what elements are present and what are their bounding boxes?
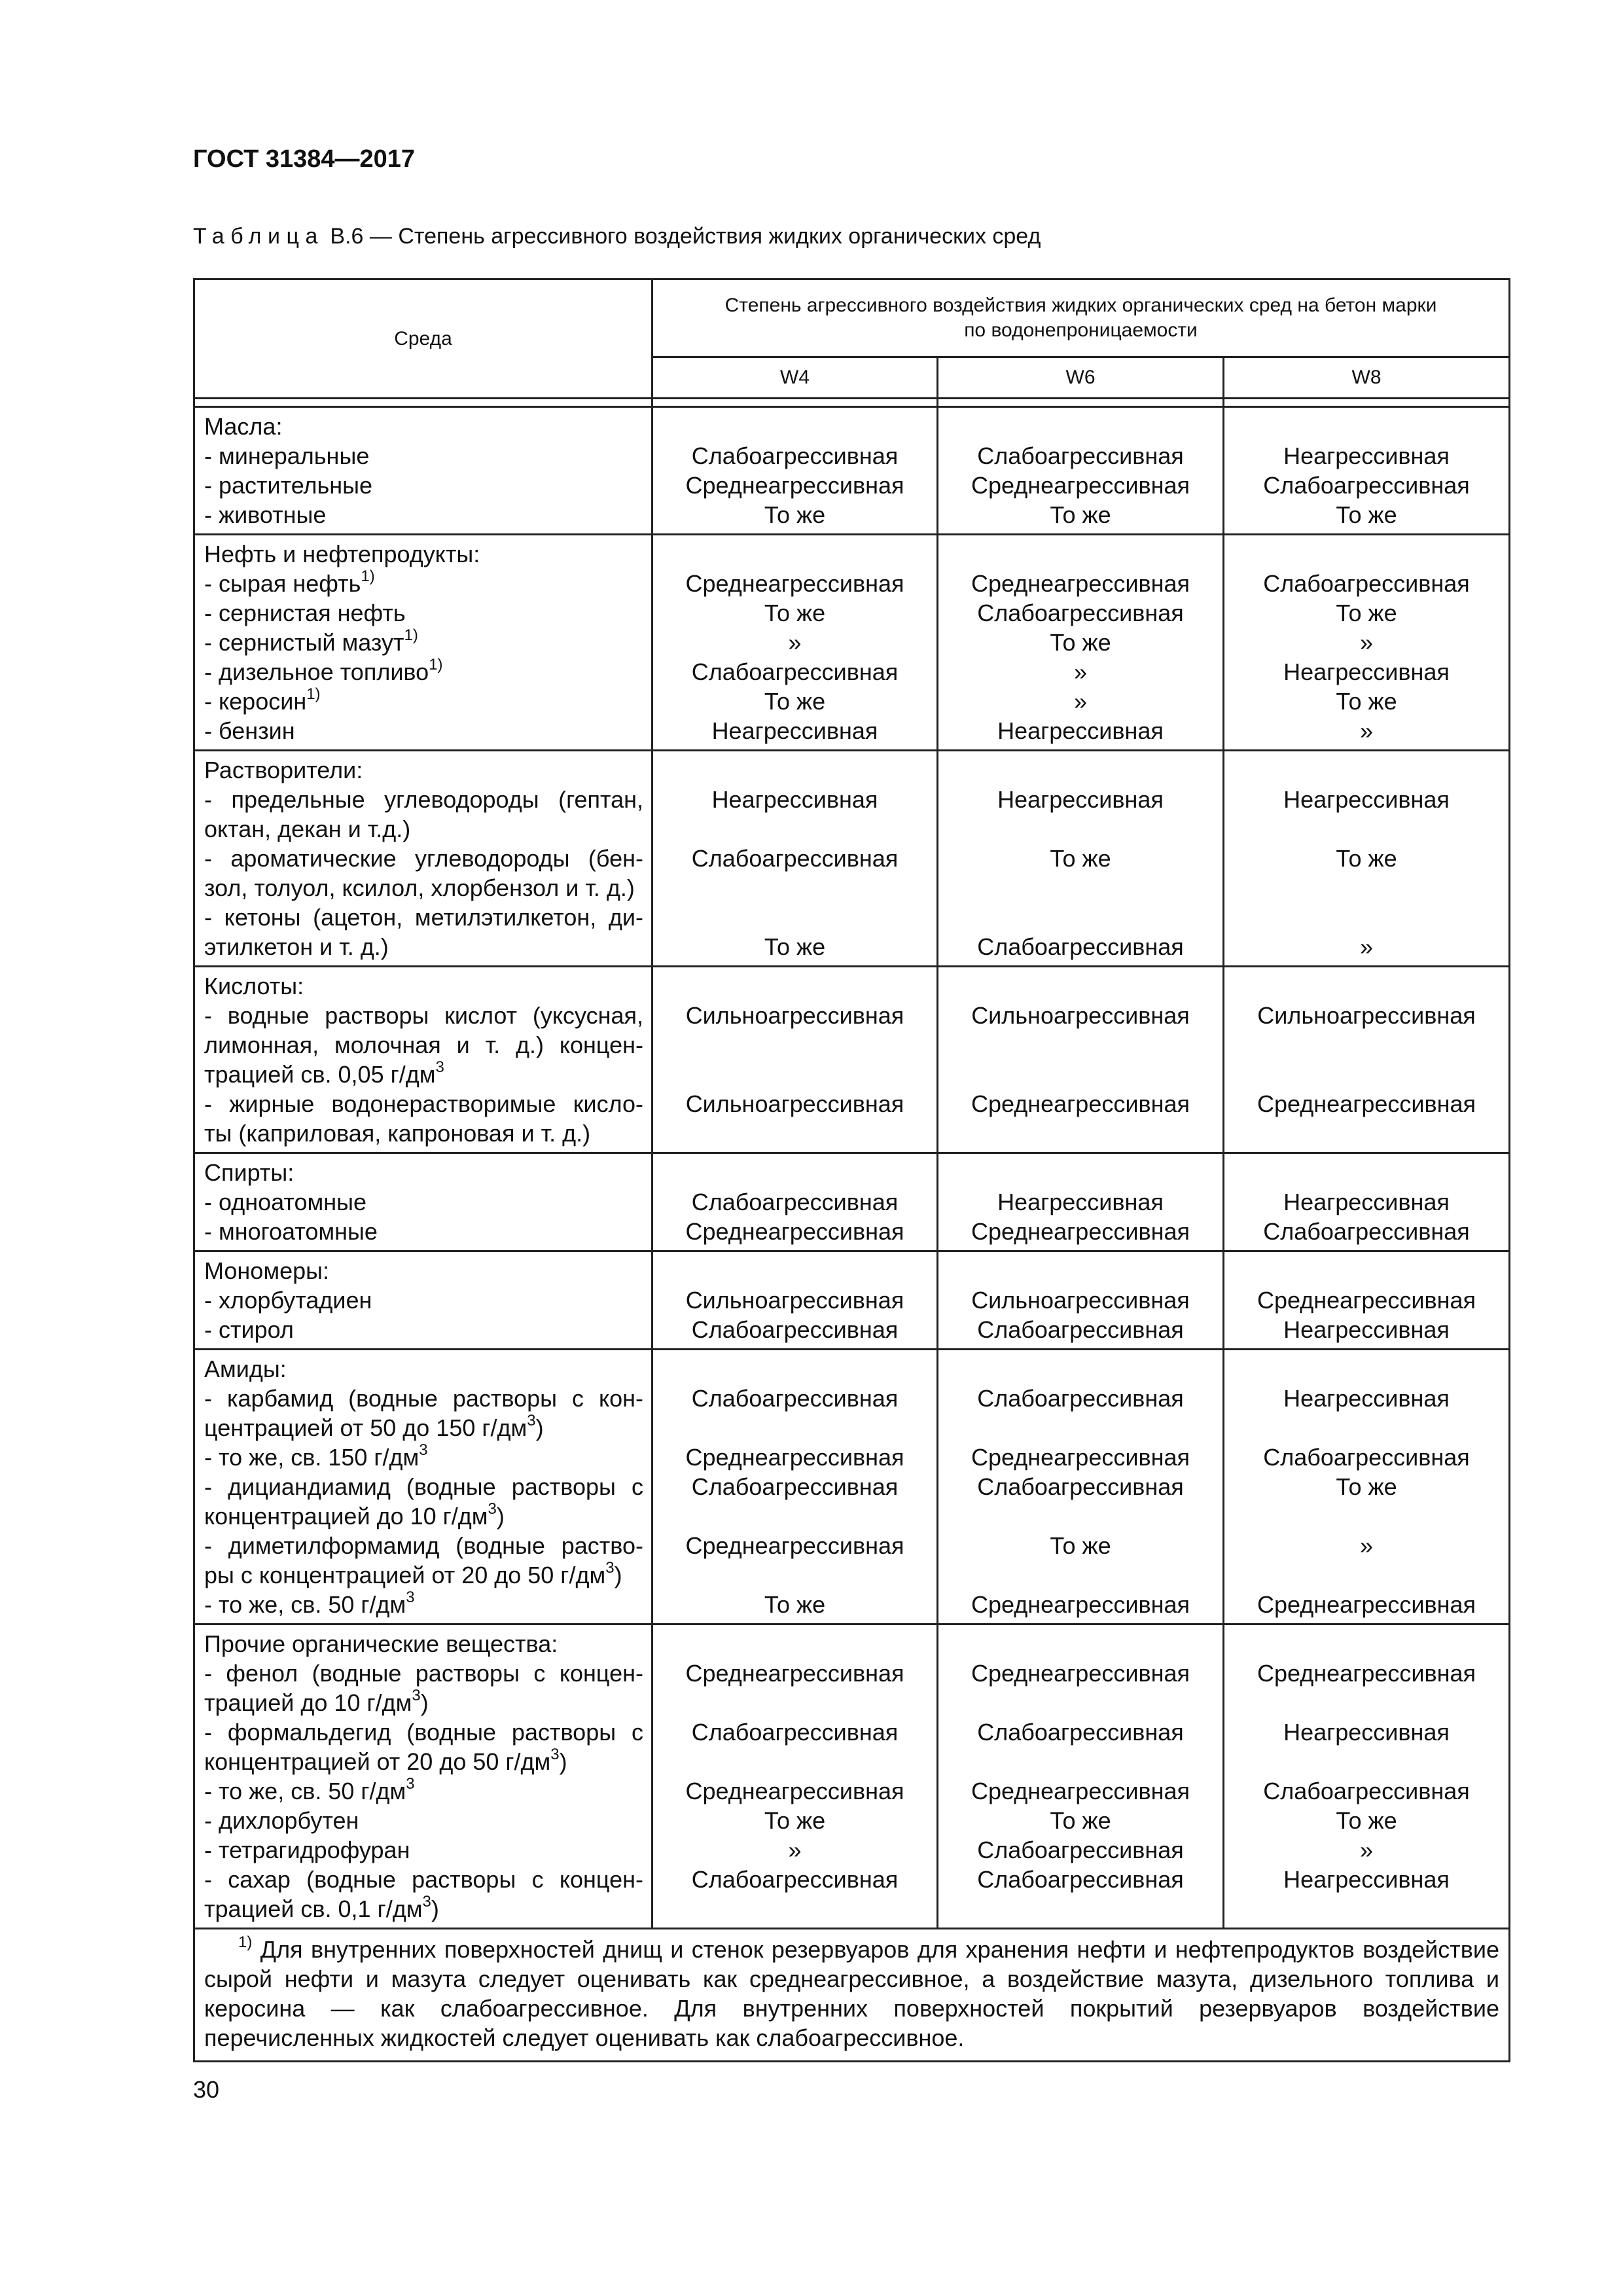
aggressiveness-value: Среднеагрессивная bbox=[1257, 1090, 1476, 1117]
value-cell-w6 bbox=[938, 751, 1224, 967]
aggressiveness-value: Слабоагрессивная bbox=[691, 1385, 899, 1412]
medium-item: - дициандиамид (водные растворы с bbox=[204, 1473, 643, 1500]
aggressiveness-value: Среднеагрессивная bbox=[685, 1218, 904, 1245]
aggressiveness-value: Среднеагрессивная bbox=[971, 1591, 1190, 1618]
aggressiveness-value: Слабоагрессивная bbox=[977, 1473, 1184, 1500]
value-cell-w8 bbox=[1224, 751, 1510, 967]
header-group-line: по водонепроницаемости bbox=[964, 319, 1198, 341]
medium-item: зол, толуол, ксилол, хлорбензол и т. д.) bbox=[204, 874, 635, 901]
medium-item: - одноатомные bbox=[204, 1189, 366, 1215]
caption-label: Таблица bbox=[193, 224, 324, 249]
medium-item: - керосин$^{1)}$ bbox=[204, 687, 321, 715]
medium-cell bbox=[194, 751, 652, 967]
value-cell-w4 bbox=[652, 535, 938, 751]
aggressiveness-value: Неагрессивная bbox=[711, 786, 878, 813]
medium-cell bbox=[194, 967, 652, 1153]
aggressiveness-table bbox=[193, 278, 1510, 2062]
aggressiveness-value: Неагрессивная bbox=[997, 717, 1164, 744]
aggressiveness-value bbox=[653, 1413, 936, 1443]
medium-item: концентрацией до 10 $г/дм^3$) bbox=[204, 1501, 505, 1530]
aggressiveness-value bbox=[1224, 1688, 1508, 1717]
aggressiveness-value: То же bbox=[764, 600, 826, 626]
caption-text: Степень агрессивного воздействия жидких органических сред bbox=[398, 224, 1041, 249]
aggressiveness-value bbox=[1224, 1501, 1508, 1531]
aggressiveness-value bbox=[653, 1158, 936, 1187]
aggressiveness-value: Среднеагрессивная bbox=[971, 1090, 1190, 1117]
aggressiveness-value bbox=[653, 755, 936, 785]
aggressiveness-value bbox=[1224, 1354, 1508, 1384]
medium-cell bbox=[194, 1251, 652, 1350]
aggressiveness-value: То же bbox=[1336, 501, 1397, 528]
medium-item: - то же, св. 50 $г/дм^3$ bbox=[204, 1590, 415, 1618]
aggressiveness-value bbox=[938, 1501, 1222, 1531]
caption-number: В.6 bbox=[330, 224, 364, 249]
aggressiveness-value: То же bbox=[1050, 845, 1111, 872]
aggressiveness-value: Сильноагрессивная bbox=[685, 1090, 904, 1117]
aggressiveness-value: Среднеагрессивная bbox=[971, 1444, 1190, 1471]
aggressiveness-value: Среднеагрессивная bbox=[685, 1444, 904, 1471]
medium-item: - хлорбутадиен bbox=[204, 1287, 372, 1314]
aggressiveness-value: Сильноагрессивная bbox=[685, 1002, 904, 1029]
medium-item: - карбамид (водные растворы с кон- bbox=[204, 1385, 643, 1412]
aggressiveness-value: Сильноагрессивная bbox=[971, 1002, 1190, 1029]
aggressiveness-value: Среднеагрессивная bbox=[971, 570, 1190, 597]
aggressiveness-value bbox=[1224, 1560, 1508, 1590]
medium-item: этилкетон и т. д.) bbox=[204, 933, 389, 960]
medium-item: концентрацией от 20 до 50 $г/дм^3$) bbox=[204, 1747, 567, 1775]
header-group-line: Степень агрессивного воздействия жидких органических сред на бетон марки bbox=[724, 295, 1437, 316]
aggressiveness-value: Среднеагрессивная bbox=[971, 1778, 1190, 1804]
aggressiveness-value: » bbox=[1360, 629, 1374, 656]
medium-item: трацией св. 0,1 $г/дм^3$) bbox=[204, 1894, 439, 1922]
medium-item: лимонная, молочная и т. д.) концен- bbox=[204, 1031, 643, 1058]
aggressiveness-value: Слабоагрессивная bbox=[691, 845, 899, 872]
value-cell-w4 bbox=[652, 1624, 938, 1929]
aggressiveness-value: Среднеагрессивная bbox=[1257, 1660, 1476, 1687]
aggressiveness-value bbox=[653, 814, 936, 844]
aggressiveness-value: То же bbox=[1336, 688, 1397, 715]
table-row bbox=[194, 967, 1510, 1153]
aggressiveness-value: Слабоагрессивная bbox=[691, 658, 899, 685]
aggressiveness-value: Неагрессивная bbox=[1283, 1866, 1450, 1893]
aggressiveness-value bbox=[653, 1629, 936, 1659]
aggressiveness-value: Слабоагрессивная bbox=[691, 1473, 899, 1500]
aggressiveness-value bbox=[653, 873, 936, 903]
medium-group-title: Масла: bbox=[204, 413, 283, 440]
aggressiveness-value bbox=[653, 1560, 936, 1590]
aggressiveness-value: Сильноагрессивная bbox=[685, 1287, 904, 1314]
aggressiveness-value: » bbox=[1360, 1837, 1374, 1863]
medium-item: - то же, св. 50 $г/дм^3$ bbox=[204, 1776, 415, 1804]
medium-item: - предельные углеводороды (гептан, bbox=[204, 786, 643, 813]
aggressiveness-value: Слабоагрессивная bbox=[977, 600, 1184, 626]
aggressiveness-value: Неагрессивная bbox=[1283, 1719, 1450, 1746]
aggressiveness-value bbox=[1224, 755, 1508, 785]
aggressiveness-value: Слабоагрессивная bbox=[691, 1866, 899, 1893]
table-row bbox=[194, 535, 1510, 751]
aggressiveness-value: Среднеагрессивная bbox=[971, 472, 1190, 499]
aggressiveness-value bbox=[938, 1747, 1222, 1776]
aggressiveness-value bbox=[938, 1688, 1222, 1717]
aggressiveness-value: Слабоагрессивная bbox=[977, 1866, 1184, 1893]
value-cell-w6 bbox=[938, 535, 1224, 751]
aggressiveness-value: Слабоагрессивная bbox=[977, 1316, 1184, 1343]
aggressiveness-value bbox=[653, 1894, 936, 1924]
aggressiveness-value: Неагрессивная bbox=[1283, 442, 1450, 469]
aggressiveness-value: Среднеагрессивная bbox=[685, 1660, 904, 1687]
aggressiveness-value: То же bbox=[1050, 1532, 1111, 1559]
aggressiveness-value: То же bbox=[1050, 1807, 1111, 1834]
medium-item: ты (каприловая, капроновая и т. д.) bbox=[204, 1120, 591, 1147]
medium-item: - кетоны (ацетон, метилэтилкетон, ди- bbox=[204, 904, 643, 931]
table-body bbox=[194, 399, 1510, 1929]
aggressiveness-value: » bbox=[788, 629, 802, 656]
aggressiveness-value bbox=[938, 1119, 1222, 1148]
value-cell-w8 bbox=[1224, 1153, 1510, 1251]
aggressiveness-value: Неагрессивная bbox=[1283, 786, 1450, 813]
medium-item: - формальдегид (водные растворы с bbox=[204, 1719, 643, 1746]
value-cell-w4 bbox=[652, 407, 938, 535]
aggressiveness-value: Слабоагрессивная bbox=[1263, 472, 1470, 499]
aggressiveness-value bbox=[653, 1354, 936, 1384]
value-cell-w6 bbox=[938, 1624, 1224, 1929]
aggressiveness-value: » bbox=[1360, 717, 1374, 744]
aggressiveness-value: » bbox=[788, 1837, 802, 1863]
value-cell-w6 bbox=[938, 407, 1224, 535]
header-col-w4: W4 bbox=[652, 357, 938, 399]
aggressiveness-value: » bbox=[1360, 933, 1374, 960]
value-cell-w6 bbox=[938, 1251, 1224, 1350]
aggressiveness-value: Слабоагрессивная bbox=[1263, 1218, 1470, 1245]
value-cell-w8 bbox=[1224, 1624, 1510, 1929]
aggressiveness-value bbox=[938, 1060, 1222, 1089]
aggressiveness-value bbox=[653, 903, 936, 932]
table-row bbox=[194, 1624, 1510, 1929]
medium-item: - фенол (водные растворы с концен- bbox=[204, 1660, 643, 1687]
value-cell-w4 bbox=[652, 1153, 938, 1251]
aggressiveness-value bbox=[1224, 873, 1508, 903]
table-caption bbox=[193, 224, 1041, 249]
aggressiveness-value bbox=[653, 1501, 936, 1531]
aggressiveness-value bbox=[653, 1747, 936, 1776]
medium-cell bbox=[194, 535, 652, 751]
aggressiveness-value bbox=[938, 1354, 1222, 1384]
aggressiveness-value bbox=[938, 412, 1222, 441]
aggressiveness-value bbox=[938, 1256, 1222, 1285]
aggressiveness-value: То же bbox=[764, 933, 826, 960]
aggressiveness-value bbox=[1224, 1413, 1508, 1443]
aggressiveness-value bbox=[938, 814, 1222, 844]
aggressiveness-value: » bbox=[1073, 658, 1088, 685]
medium-cell bbox=[194, 1624, 652, 1929]
medium-item: трацией св. 0,05 $г/дм^3$ bbox=[204, 1060, 444, 1088]
aggressiveness-value: » bbox=[1360, 1532, 1374, 1559]
medium-item: - водные растворы кислот (уксусная, bbox=[204, 1002, 643, 1029]
value-cell-w4 bbox=[652, 1251, 938, 1350]
aggressiveness-value: То же bbox=[1336, 1807, 1397, 1834]
value-cell-w8 bbox=[1224, 535, 1510, 751]
value-cell-w6 bbox=[938, 967, 1224, 1153]
aggressiveness-value: Неагрессивная bbox=[997, 1189, 1164, 1215]
aggressiveness-value: Слабоагрессивная bbox=[977, 1837, 1184, 1863]
medium-item: трацией до 10 $г/дм^3$) bbox=[204, 1688, 429, 1716]
medium-item: - дизельное топливо$^{1)}$ bbox=[204, 657, 443, 685]
aggressiveness-value: Среднеагрессивная bbox=[685, 472, 904, 499]
aggressiveness-value bbox=[1224, 971, 1508, 1001]
medium-item: - бензин bbox=[204, 717, 295, 744]
medium-item: - сернистый мазут$^{1)}$ bbox=[204, 628, 418, 656]
aggressiveness-value: То же bbox=[1050, 629, 1111, 656]
table-row bbox=[194, 751, 1510, 967]
medium-group-title: Растворители: bbox=[204, 757, 363, 783]
aggressiveness-value bbox=[1224, 1747, 1508, 1776]
aggressiveness-value bbox=[1224, 814, 1508, 844]
medium-item: - минеральные bbox=[204, 442, 370, 469]
aggressiveness-value bbox=[938, 1560, 1222, 1590]
aggressiveness-value: Слабоагрессивная bbox=[691, 1189, 899, 1215]
aggressiveness-value: Неагрессивная bbox=[1283, 1385, 1450, 1412]
medium-group-title: Прочие органические вещества: bbox=[204, 1630, 558, 1657]
aggressiveness-value bbox=[1224, 412, 1508, 441]
aggressiveness-value bbox=[938, 539, 1222, 569]
table-row bbox=[194, 1153, 1510, 1251]
aggressiveness-value: Среднеагрессивная bbox=[685, 1778, 904, 1804]
medium-item: - диметилформамид (водные раство- bbox=[204, 1532, 643, 1559]
header-medium: Среда bbox=[194, 279, 652, 399]
aggressiveness-value: Среднеагрессивная bbox=[685, 570, 904, 597]
medium-item: - животные bbox=[204, 501, 327, 528]
medium-cell bbox=[194, 1153, 652, 1251]
aggressiveness-value bbox=[1224, 1030, 1508, 1060]
aggressiveness-value: Слабоагрессивная bbox=[691, 1719, 899, 1746]
aggressiveness-value: Сильноагрессивная bbox=[971, 1287, 1190, 1314]
medium-item: - сахар (водные растворы с концен- bbox=[204, 1866, 643, 1893]
value-cell-w8 bbox=[1224, 967, 1510, 1153]
aggressiveness-value bbox=[1224, 903, 1508, 932]
header-col-w6: W6 bbox=[938, 357, 1224, 399]
value-cell-w4 bbox=[652, 967, 938, 1153]
aggressiveness-value: То же bbox=[764, 501, 826, 528]
medium-item: - стирол bbox=[204, 1316, 294, 1343]
aggressiveness-value bbox=[938, 755, 1222, 785]
medium-item: - ароматические углеводороды (бен- bbox=[204, 845, 643, 872]
value-cell-w6 bbox=[938, 1350, 1224, 1624]
medium-item: - то же, св. 150 $г/дм^3$ bbox=[204, 1443, 428, 1471]
medium-item: - сырая нефть$^{1)}$ bbox=[204, 569, 375, 597]
aggressiveness-value bbox=[938, 971, 1222, 1001]
footnote-marker: 1) bbox=[238, 1933, 253, 1951]
aggressiveness-value: Среднеагрессивная bbox=[1257, 1591, 1476, 1618]
value-cell-w4 bbox=[652, 1350, 938, 1624]
caption-dash: — bbox=[369, 224, 392, 249]
medium-item: октан, декан и т.д.) bbox=[204, 816, 411, 842]
aggressiveness-value bbox=[938, 873, 1222, 903]
aggressiveness-value: То же bbox=[1336, 845, 1397, 872]
aggressiveness-value bbox=[938, 1030, 1222, 1060]
document-title: ГОСТ 31384—2017 bbox=[193, 145, 416, 173]
aggressiveness-value: То же bbox=[1050, 501, 1111, 528]
aggressiveness-value bbox=[938, 1158, 1222, 1187]
aggressiveness-value: Слабоагрессивная bbox=[1263, 1778, 1470, 1804]
medium-item: - дихлорбутен bbox=[204, 1807, 359, 1834]
aggressiveness-value bbox=[653, 1688, 936, 1717]
table-row bbox=[194, 1251, 1510, 1350]
aggressiveness-value bbox=[1224, 1629, 1508, 1659]
aggressiveness-value: Слабоагрессивная bbox=[977, 1719, 1184, 1746]
header-group bbox=[652, 279, 1510, 357]
medium-item: ры с концентрацией от 20 до 50 $г/дм^3$) bbox=[204, 1560, 622, 1588]
aggressiveness-value bbox=[938, 1629, 1222, 1659]
medium-item: центрацией от 50 до 150 $г/дм^3$) bbox=[204, 1413, 544, 1441]
aggressiveness-value: Слабоагрессивная bbox=[691, 442, 899, 469]
aggressiveness-value bbox=[653, 1060, 936, 1089]
aggressiveness-value: То же bbox=[1336, 1473, 1397, 1500]
aggressiveness-value: Слабоагрессивная bbox=[691, 1316, 899, 1343]
medium-item: - тетрагидрофуран bbox=[204, 1837, 410, 1863]
medium-group-title: Спирты: bbox=[204, 1159, 294, 1186]
aggressiveness-value: Слабоагрессивная bbox=[977, 933, 1184, 960]
medium-item: - многоатомные bbox=[204, 1218, 378, 1245]
page-number: 30 bbox=[193, 2076, 220, 2103]
medium-group-title: Нефть и нефтепродукты: bbox=[204, 541, 480, 567]
aggressiveness-value: Неагрессивная bbox=[1283, 1316, 1450, 1343]
aggressiveness-value: То же bbox=[764, 1807, 826, 1834]
aggressiveness-value bbox=[1224, 1119, 1508, 1148]
footnote-text: Для внутренних поверхностей днищ и стенок резервуаров для хранения нефти и нефтепродуктов воздействие сырой нефти и мазута следует оценивать как среднеагрессивное, а воздействие мазута, дизельного топлива и керосина — как слабоагрессивное. Для внутренних поверхностей покрытий резервуаров воздействие перечисленных жидкостей следует оценивать как слабоагрессивное. bbox=[204, 1936, 1500, 2051]
medium-group-title: Амиды: bbox=[204, 1355, 287, 1382]
aggressiveness-value: Неагрессивная bbox=[997, 786, 1164, 813]
value-cell-w8 bbox=[1224, 407, 1510, 535]
aggressiveness-value bbox=[1224, 539, 1508, 569]
aggressiveness-value: Слабоагрессивная bbox=[1263, 1444, 1470, 1471]
value-cell-w6 bbox=[938, 1153, 1224, 1251]
aggressiveness-value bbox=[653, 1119, 936, 1148]
medium-item: - жирные водонерастворимые кисло- bbox=[204, 1090, 643, 1117]
aggressiveness-value bbox=[653, 539, 936, 569]
medium-cell bbox=[194, 1350, 652, 1624]
medium-cell bbox=[194, 407, 652, 535]
aggressiveness-value bbox=[653, 971, 936, 1001]
aggressiveness-value bbox=[653, 1256, 936, 1285]
aggressiveness-value bbox=[1224, 1060, 1508, 1089]
aggressiveness-value: Среднеагрессивная bbox=[971, 1218, 1190, 1245]
aggressiveness-value bbox=[1224, 1256, 1508, 1285]
aggressiveness-value bbox=[1224, 1894, 1508, 1924]
aggressiveness-value bbox=[938, 1894, 1222, 1924]
aggressiveness-value: Среднеагрессивная bbox=[1257, 1287, 1476, 1314]
medium-item: - сернистая нефть bbox=[204, 600, 406, 626]
table-footnote bbox=[194, 1929, 1510, 2062]
aggressiveness-value: Слабоагрессивная bbox=[1263, 570, 1470, 597]
value-cell-w8 bbox=[1224, 1251, 1510, 1350]
header-separator bbox=[194, 399, 1510, 407]
aggressiveness-value bbox=[938, 903, 1222, 932]
aggressiveness-value: То же bbox=[1336, 600, 1397, 626]
aggressiveness-value: Неагрессивная bbox=[1283, 1189, 1450, 1215]
aggressiveness-value: Неагрессивная bbox=[1283, 658, 1450, 685]
aggressiveness-value: Среднеагрессивная bbox=[685, 1532, 904, 1559]
aggressiveness-value: То же bbox=[764, 688, 826, 715]
medium-group-title: Мономеры: bbox=[204, 1257, 329, 1284]
table-row bbox=[194, 407, 1510, 535]
aggressiveness-value: Среднеагрессивная bbox=[971, 1660, 1190, 1687]
aggressiveness-value: » bbox=[1073, 688, 1088, 715]
table-row bbox=[194, 1350, 1510, 1624]
aggressiveness-value: Слабоагрессивная bbox=[977, 442, 1184, 469]
aggressiveness-value: Слабоагрессивная bbox=[977, 1385, 1184, 1412]
aggressiveness-value bbox=[653, 412, 936, 441]
aggressiveness-value bbox=[938, 1413, 1222, 1443]
medium-group-title: Кислоты: bbox=[204, 973, 304, 999]
aggressiveness-value: Сильноагрессивная bbox=[1257, 1002, 1476, 1029]
aggressiveness-value bbox=[653, 1030, 936, 1060]
aggressiveness-value bbox=[1224, 1158, 1508, 1187]
header-col-w8: W8 bbox=[1224, 357, 1510, 399]
aggressiveness-value: То же bbox=[764, 1591, 826, 1618]
value-cell-w8 bbox=[1224, 1350, 1510, 1624]
aggressiveness-value: Неагрессивная bbox=[711, 717, 878, 744]
value-cell-w4 bbox=[652, 751, 938, 967]
medium-item: - растительные bbox=[204, 472, 373, 499]
